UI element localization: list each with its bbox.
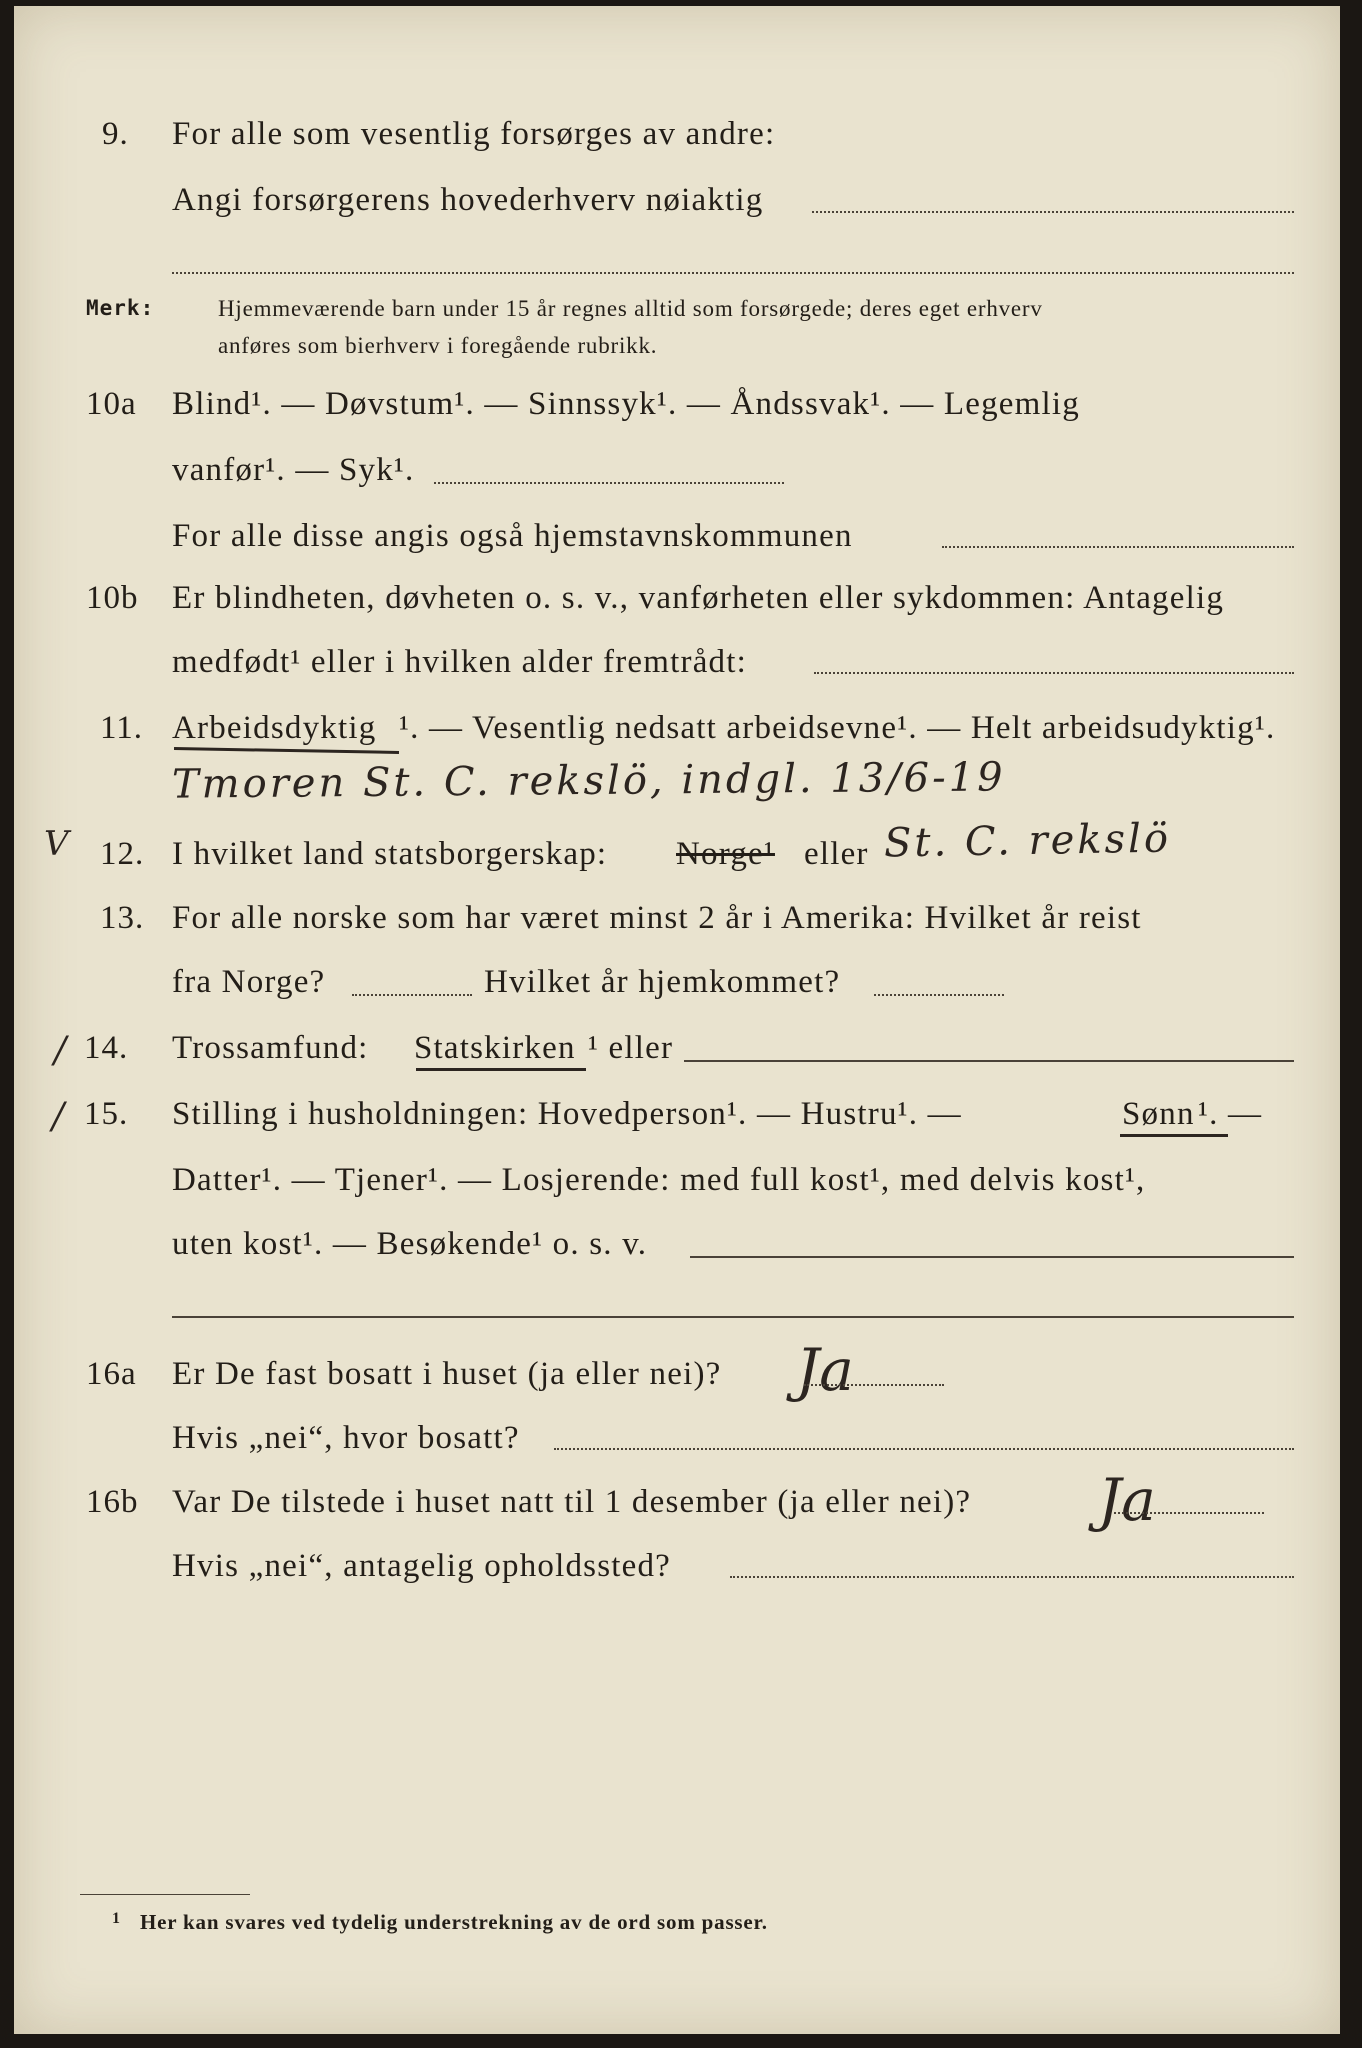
q15-line1: Stilling i husholdningen: Hovedperson¹. — Hustru¹. —: [172, 1096, 962, 1132]
footnote-rule: [80, 1894, 250, 1895]
q11-line1-rest: ¹. — Vesentlig nedsatt arbeidsevne¹. — Helt arbeidsudyktig¹.: [399, 710, 1276, 746]
q10b-answer-line[interactable]: [814, 672, 1294, 674]
footnote-text: Her kan svares ved tydelig understrekning av de ord som passer.: [140, 1910, 768, 1934]
q16b-line1: Var De tilstede i huset natt til 1 desember (ja eller nei)?: [172, 1484, 972, 1520]
q15-line3: uten kost¹. — Besøkende¹ o. s. v.: [172, 1226, 648, 1262]
q10b-line2: medfødt¹ eller i hvilken alder fremtrådt:: [172, 644, 747, 680]
census-form-page: [14, 6, 1340, 2034]
q10a-line1: Blind¹. — Døvstum¹. — Sinnssyk¹. — Åndssvak¹. — Legemlig: [172, 386, 1080, 422]
q16a-line2: Hvis „nei“, hvor bosatt?: [172, 1420, 520, 1456]
q9-answer-line-2[interactable]: [172, 272, 1294, 274]
q15-underline: [1120, 1134, 1228, 1137]
q16a-bosatt-line[interactable]: [554, 1448, 1294, 1450]
q12-margin-tick: V: [44, 824, 69, 864]
q12-eller: eller: [804, 836, 869, 872]
q9-line2: Angi forsørgerens hovederhverv nøiaktig: [172, 182, 764, 218]
q15-answer-line[interactable]: [690, 1256, 1294, 1258]
q15-answer-line-2[interactable]: [172, 1316, 1294, 1318]
q10b-line1: Er blindheten, døvheten o. s. v., vanførheten eller sykdommen: Antagelig: [172, 580, 1225, 616]
q9-answer-line[interactable]: [812, 211, 1294, 213]
q13-number: 13.: [100, 900, 145, 936]
q15-number: 15.: [84, 1096, 129, 1132]
q12-number: 12.: [100, 836, 145, 872]
q10a-syk-line[interactable]: [434, 482, 784, 484]
q14-option-statskirken: Statskirken: [414, 1030, 576, 1066]
q16a-answer-line[interactable]: [804, 1384, 944, 1386]
q9-number: 9.: [102, 116, 129, 152]
q16b-line2: Hvis „nei“, antagelig opholdssted?: [172, 1548, 672, 1584]
q11-option-arbeidsdyktig: Arbeidsdyktig: [172, 710, 377, 746]
q13-line1: For alle norske som har været minst 2 år i Amerika: Hvilket år reist: [172, 900, 1142, 936]
q16b-number: 16b: [86, 1484, 139, 1520]
q10a-line2: vanfør¹. — Syk¹.: [172, 452, 415, 488]
q12-struck-norge: Norge¹: [676, 836, 775, 872]
q14-margin-tick: /: [54, 1030, 67, 1071]
q16b-handwritten-answer: Ja: [1098, 1466, 1156, 1534]
q13-reist-line[interactable]: [352, 994, 472, 996]
q14-text: Trossamfund:: [172, 1030, 369, 1066]
q15-margin-tick: /: [52, 1096, 65, 1137]
footnote-mark: 1: [112, 1910, 121, 1927]
q10b-number: 10b: [86, 580, 139, 616]
merk-label: Merk:: [86, 296, 155, 320]
q14-after: ¹ eller: [588, 1030, 674, 1066]
q15-line1-end: ¹. —: [1198, 1096, 1263, 1132]
q15-line2: Datter¹. — Tjener¹. — Losjerende: med full kost¹, med delvis kost¹,: [172, 1162, 1146, 1198]
q13-line2b: Hvilket år hjemkommet?: [484, 964, 841, 1000]
q16a-number: 16a: [86, 1356, 137, 1392]
q12-handwritten-answer: St. C. rekslö: [883, 815, 1172, 867]
q14-answer-line[interactable]: [684, 1060, 1294, 1062]
q13-line2a: fra Norge?: [172, 964, 326, 1000]
merk-line1: Hjemmeværende barn under 15 år regnes alltid som forsørgede; deres eget erhverv: [218, 296, 1043, 321]
q14-number: 14.: [84, 1030, 129, 1066]
q10a-line3: For alle disse angis også hjemstavnskommunen: [172, 518, 853, 554]
q12-text: I hvilket land statsborgerskap:: [172, 836, 608, 872]
q10a-number: 10a: [86, 386, 137, 422]
q11-number: 11.: [100, 710, 144, 746]
q11-underline: [174, 747, 399, 754]
q10a-kommune-line[interactable]: [942, 546, 1294, 548]
q15-selected-sonn: Sønn: [1122, 1096, 1195, 1132]
q16a-handwritten-answer: Ja: [796, 1336, 854, 1404]
q9-line1: For alle som vesentlig forsørges av andre:: [172, 116, 776, 152]
q16a-line1: Er De fast bosatt i huset (ja eller nei)?: [172, 1356, 722, 1392]
q11-handwritten-answer: Tmoren St. C. rekslö, indgl. 13/6-19: [171, 754, 1006, 808]
merk-line2: anføres som bierhverv i foregående rubrikk.: [218, 333, 658, 358]
q14-underline: [416, 1068, 586, 1071]
q13-hjemkommet-line[interactable]: [874, 994, 1004, 996]
q16b-answer-line[interactable]: [1114, 1512, 1264, 1514]
q16b-opholdssted-line[interactable]: [730, 1576, 1294, 1578]
